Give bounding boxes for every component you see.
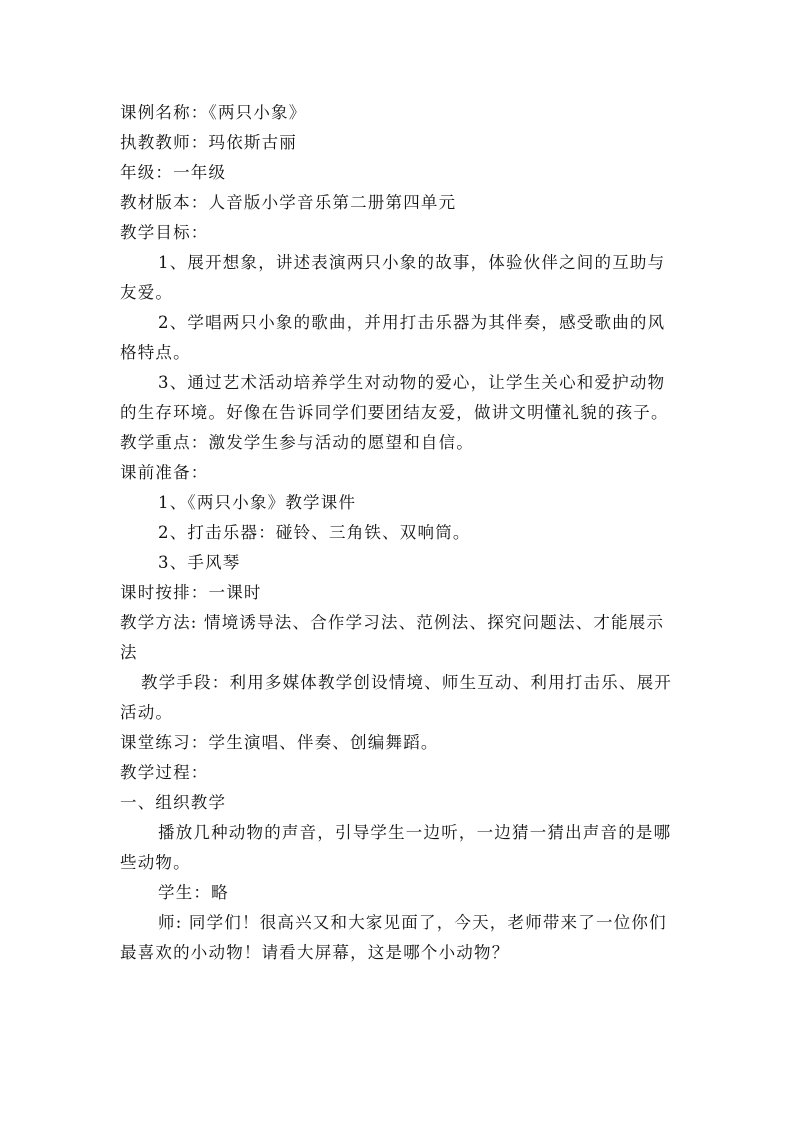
teacher-line: 执教教师：玛依斯古丽: [120, 133, 297, 152]
class-hours-line: 课时按排：一课时: [120, 583, 262, 602]
preparation-item-3: 3、手风琴: [158, 553, 241, 572]
student-response-line: 学生：略: [158, 883, 229, 902]
teaching-process-heading: 教学过程：: [120, 763, 209, 782]
section-one-heading: 一、组织教学: [120, 793, 227, 812]
teaching-goals-heading: 教学目标：: [120, 223, 209, 242]
class-practice-line: 课堂练习：学生演唱、伴奏、创编舞蹈。: [120, 733, 439, 752]
grade-line: 年级：一年级: [120, 163, 227, 182]
teaching-focus-line: 教学重点：激发学生参与活动的愿望和自信。: [120, 433, 474, 452]
lesson-title-line: 课例名称：《两只小象》: [120, 103, 307, 122]
preparation-item-2: 2、打击乐器：碰铃、三角铁、双响筒。: [158, 523, 471, 542]
textbook-edition-line: 教材版本：人音版小学音乐第二册第四单元: [120, 193, 457, 212]
goal-item-3: 3、通过艺术活动培养学生对动物的爱心，让学生关心和爱护动物的生存环境。好像在告诉同学们要团结友爱，做讲文明懂礼貌的孩子。: [120, 373, 669, 422]
process-paragraph-1: 播放几种动物的声音，引导学生一边听，一边猜一猜出声音的是哪些动物。: [120, 823, 672, 872]
goal-item-2: 2、学唱两只小象的歌曲，并用打击乐器为其伴奏，感受歌曲的风格特点。: [120, 313, 666, 362]
teaching-methods-line: 教学方法: 情境诱导法、合作学习法、范例法、探究问题法、才能展示法: [120, 613, 665, 662]
preparation-item-1: 1、《两只小象》教学课件: [158, 493, 357, 512]
goal-item-1: 1、展开想象，讲述表演两只小象的故事，体验伙伴之间的互助与友爱。: [120, 253, 666, 302]
preparation-heading: 课前准备：: [120, 463, 209, 482]
teaching-means-line: 教学手段：利用多媒体教学创设情境、师生互动、利用打击乐、展开活动。: [120, 673, 672, 722]
lesson-plan-body: [120, 98, 678, 968]
teacher-speech-paragraph: 师: 同学们！很高兴又和大家见面了，今天，老师带来了一位你们最喜欢的小动物！请看大屏幕，这是哪个小动物？: [120, 913, 667, 962]
